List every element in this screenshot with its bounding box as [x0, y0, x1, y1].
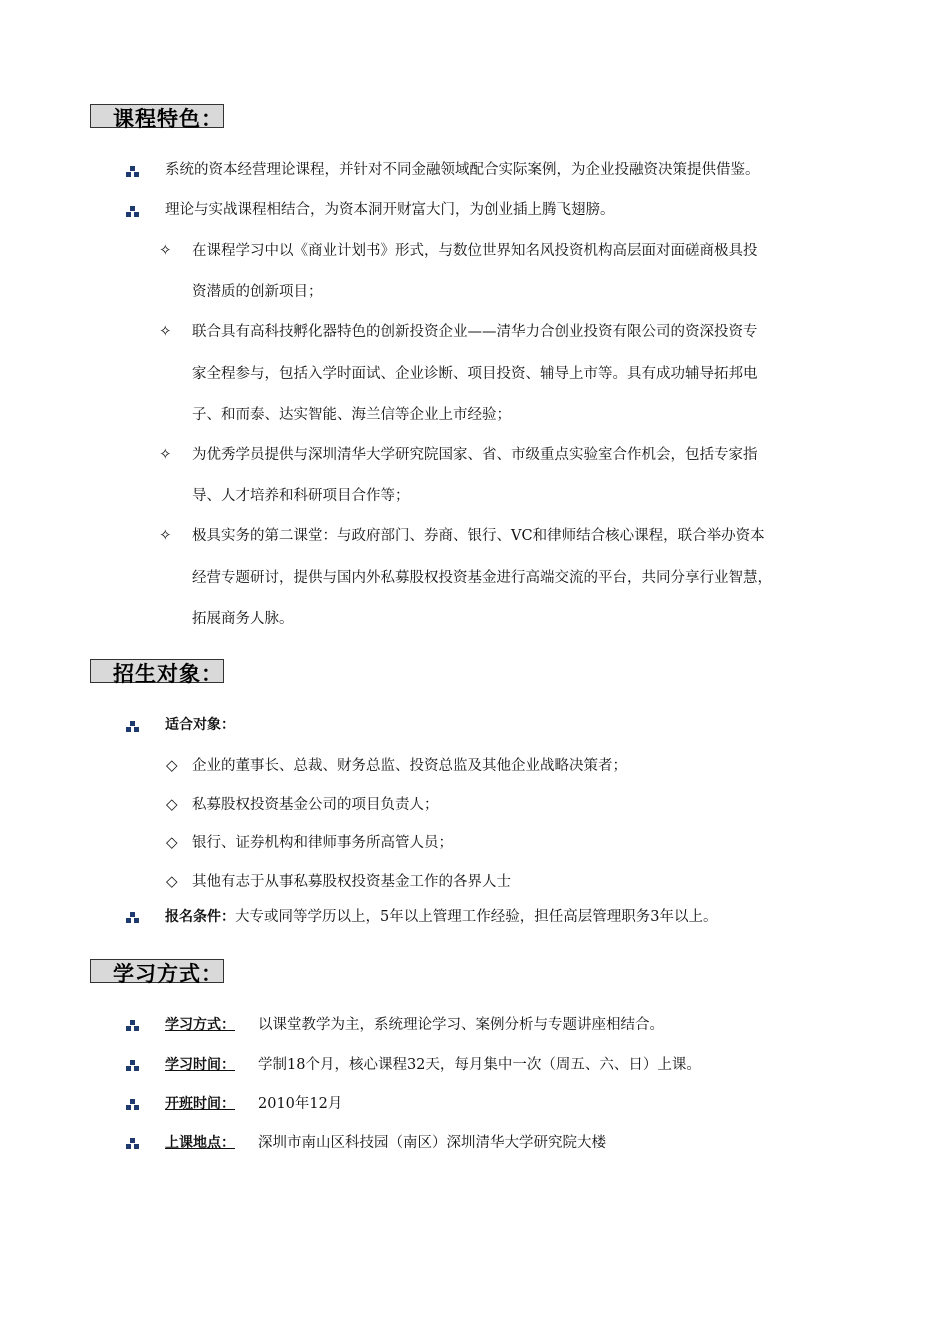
audience-item: 私募股权投资基金公司的项目负责人； — [192, 797, 439, 813]
section-title: 课程特色： — [113, 107, 223, 131]
sparkle-diamond-icon: ✧ — [159, 445, 172, 463]
start-date-label: 开班时间： — [165, 1096, 235, 1112]
diamond-icon: ◇ — [166, 795, 178, 813]
audience-item: 企业的董事长、总裁、财务总监、投资总监及其他企业战略决策者； — [192, 758, 627, 774]
feature-sub-item: 拓展商务人脉。 — [192, 611, 294, 627]
feature-sub-item: 为优秀学员提供与深圳清华大学研究院国家、省、市级重点实验室合作机会，包括专家指 — [192, 447, 758, 463]
section-header-features — [90, 104, 224, 131]
bullet-icon — [126, 912, 139, 923]
bullet-icon — [126, 166, 139, 177]
requirement-label: 报名条件： — [165, 909, 235, 925]
suitable-label: 适合对象： — [165, 717, 235, 733]
audience-item: 银行、证券机构和律师事务所高管人员； — [192, 835, 453, 851]
bullet-icon — [126, 1060, 139, 1071]
sparkle-diamond-icon: ✧ — [159, 241, 172, 259]
location-label: 上课地点： — [165, 1135, 235, 1151]
feature-sub-item: 子、和而泰、达实智能、海兰信等企业上市经验； — [192, 407, 511, 423]
section-title: 学习方式： — [113, 962, 223, 986]
section-header-audience — [90, 659, 224, 686]
feature-sub-item: 经营专题研讨，提供与国内外私募股权投资基金进行高端交流的平台，共同分享行业智慧， — [192, 570, 772, 586]
location-value: 深圳市南山区科技园（南区）深圳清华大学研究院大楼 — [258, 1135, 606, 1151]
feature-sub-item: 联合具有高科技孵化器特色的创新投资企业——清华力合创业投资有限公司的资深投资专 — [192, 324, 758, 340]
sparkle-diamond-icon: ✧ — [159, 526, 172, 544]
study-method-label: 学习方式： — [165, 1017, 235, 1033]
diamond-icon: ◇ — [166, 872, 178, 890]
diamond-icon: ◇ — [166, 756, 178, 774]
start-date-value: 2010年12月 — [258, 1096, 343, 1112]
requirement-line — [165, 910, 717, 925]
study-method-value: 以课堂教学为主，系统理论学习、案例分析与专题讲座相结合。 — [258, 1017, 664, 1033]
bullet-icon — [126, 1099, 139, 1110]
feature-bullet: 理论与实战课程相结合，为资本洞开财富大门，为创业插上腾飞翅膀。 — [165, 202, 615, 218]
feature-sub-item: 极具实务的第二课堂：与政府部门、券商、银行、VC和律师结合核心课程，联合举办资本 — [192, 528, 765, 544]
audience-item: 其他有志于从事私募股权投资基金工作的各界人士 — [192, 874, 511, 890]
sparkle-diamond-icon: ✧ — [159, 322, 172, 340]
bullet-icon — [126, 206, 139, 217]
bullet-icon — [126, 1020, 139, 1031]
feature-sub-item: 资潜质的创新项目； — [192, 284, 323, 300]
study-time-value: 学制18个月，核心课程32天，每月集中一次（周五、六、日）上课。 — [258, 1057, 701, 1073]
diamond-icon: ◇ — [166, 833, 178, 851]
section-header-study — [90, 959, 224, 986]
feature-sub-item: 在课程学习中以《商业计划书》形式，与数位世界知名风投资机构高层面对面磋商极具投 — [192, 243, 758, 259]
requirement-text: 大专或同等学历以上，5年以上管理工作经验，担任高层管理职务3年以上。 — [235, 909, 718, 925]
section-title: 招生对象： — [113, 662, 223, 686]
bullet-icon — [126, 721, 139, 732]
feature-sub-item: 导、人才培养和科研项目合作等； — [192, 488, 410, 504]
bullet-icon — [126, 1138, 139, 1149]
feature-bullet: 系统的资本经营理论课程，并针对不同金融领域配合实际案例，为企业投融资决策提供借鉴。 — [165, 162, 760, 178]
study-time-label: 学习时间： — [165, 1057, 235, 1073]
feature-sub-item: 家全程参与，包括入学时面试、企业诊断、项目投资、辅导上市等。具有成功辅导拓邦电 — [192, 366, 758, 382]
